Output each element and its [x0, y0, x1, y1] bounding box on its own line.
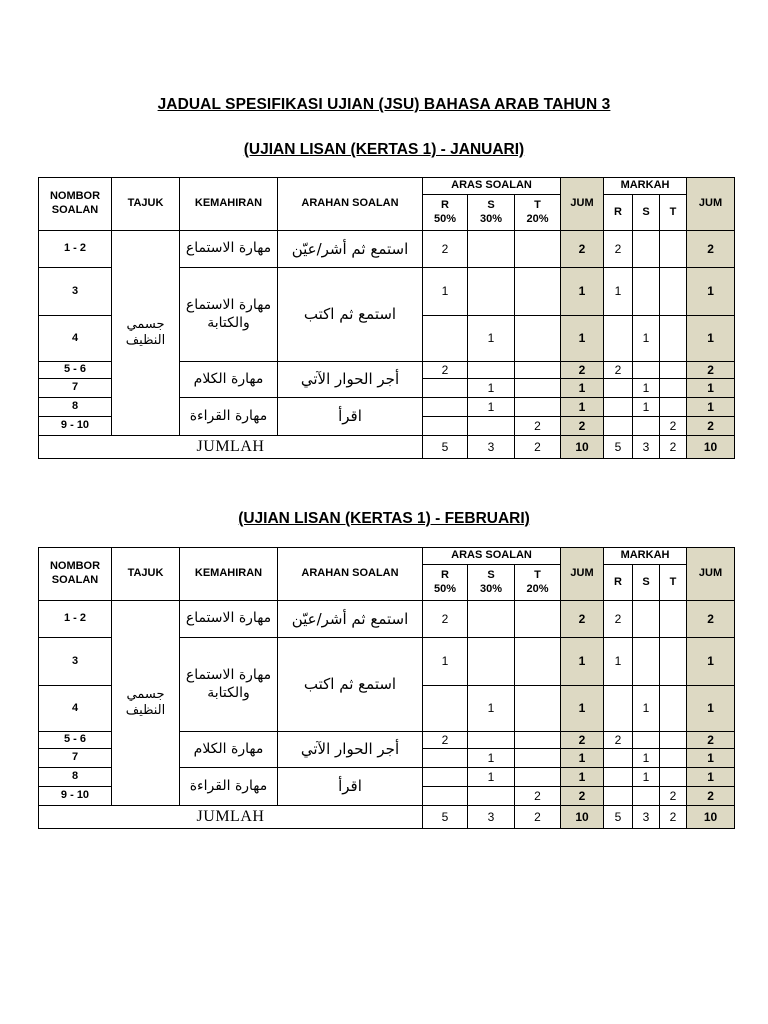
skill-cell: مهارة الاستماع	[180, 601, 278, 638]
markah-jum-value: 1	[687, 686, 735, 732]
markah-s-value	[633, 732, 660, 749]
markah-jum-value: 1	[687, 268, 735, 316]
markah-r-value	[604, 686, 633, 732]
aras-s-value	[468, 268, 515, 316]
aras-s-value	[468, 732, 515, 749]
total-t: 2	[515, 436, 561, 459]
instruction-cell: استمع ثم أشر/عيّن	[278, 601, 423, 638]
markah-s-value	[633, 362, 660, 379]
aras-s-value	[468, 638, 515, 686]
markah-s-value: 1	[633, 749, 660, 768]
aras-r-value	[423, 749, 468, 768]
aras-s-value: 1	[468, 398, 515, 417]
skill-cell: مهارة الاستماع	[180, 231, 278, 268]
aras-t-value	[515, 732, 561, 749]
question-number: 4	[39, 686, 112, 732]
aras-r-value: 2	[423, 732, 468, 749]
header-markah: MARKAH	[604, 178, 687, 195]
document-title: JADUAL SPESIFIKASI UJIAN (JSU) BAHASA ARAB TAHUN 3	[157, 96, 611, 113]
skill-cell: مهارة الاستماع والكتابة	[180, 268, 278, 362]
markah-s-value: 1	[633, 398, 660, 417]
total-s: 3	[468, 436, 515, 459]
aras-t-value	[515, 638, 561, 686]
aras-jum-value: 1	[561, 316, 604, 362]
markah-jum-value: 1	[687, 768, 735, 787]
markah-jum-value: 2	[687, 362, 735, 379]
aras-t-value: 2	[515, 787, 561, 806]
header-markah-jum: JUM	[687, 548, 735, 601]
markah-s-value: 1	[633, 768, 660, 787]
aras-r-value: 1	[423, 268, 468, 316]
markah-jum-value: 2	[687, 732, 735, 749]
total-t: 2	[515, 806, 561, 829]
header-aras-t: T 20%	[515, 195, 561, 231]
total-markah-jum: 10	[687, 806, 735, 829]
question-number: 7	[39, 749, 112, 768]
markah-t-value: 2	[660, 417, 687, 436]
header-markah-jum: JUM	[687, 178, 735, 231]
markah-r-value: 1	[604, 268, 633, 316]
question-number: 7	[39, 379, 112, 398]
totals-row	[39, 436, 735, 459]
question-number: 5 - 6	[39, 362, 112, 379]
markah-r-value	[604, 768, 633, 787]
question-number: 8	[39, 768, 112, 787]
aras-s-value: 1	[468, 749, 515, 768]
aras-r-value: 2	[423, 231, 468, 268]
total-s: 3	[468, 806, 515, 829]
question-number: 8	[39, 398, 112, 417]
skill-cell: مهارة القراءة	[180, 398, 278, 436]
header-aras-s: S 30%	[468, 195, 515, 231]
markah-t-value: 2	[660, 787, 687, 806]
aras-jum-value: 2	[561, 732, 604, 749]
instruction-cell: استمع ثم اكتب	[278, 268, 423, 362]
question-number: 3	[39, 638, 112, 686]
instruction-cell: أجر الحوار الآتي	[278, 732, 423, 768]
section-title-februari: (UJIAN LISAN (KERTAS 1) - FEBRUARI)	[238, 510, 530, 527]
skill-cell: مهارة الاستماع والكتابة	[180, 638, 278, 732]
total-jum: 10	[561, 806, 604, 829]
jsu-table	[38, 177, 735, 459]
skill-cell: مهارة القراءة	[180, 768, 278, 806]
header-jum: JUM	[561, 548, 604, 601]
markah-t-value	[660, 268, 687, 316]
markah-jum-value: 1	[687, 316, 735, 362]
markah-t-value	[660, 686, 687, 732]
table-row	[39, 601, 735, 638]
tajuk-cell: جسمي النظيف	[112, 601, 180, 806]
header-nombor-soalan: NOMBOR SOALAN	[39, 178, 112, 231]
question-number: 1 - 2	[39, 231, 112, 268]
aras-r-value	[423, 686, 468, 732]
markah-jum-value: 2	[687, 231, 735, 268]
markah-s-value	[633, 601, 660, 638]
markah-t-value	[660, 732, 687, 749]
markah-t-value	[660, 231, 687, 268]
markah-t-value	[660, 379, 687, 398]
header-tajuk: TAJUK	[112, 548, 180, 601]
markah-s-value	[633, 231, 660, 268]
markah-jum-value: 2	[687, 417, 735, 436]
aras-s-value	[468, 362, 515, 379]
header-jum: JUM	[561, 178, 604, 231]
aras-t-value	[515, 268, 561, 316]
jumlah-label: JUMLAH	[39, 436, 423, 459]
totals-row	[39, 806, 735, 829]
aras-r-value	[423, 768, 468, 787]
aras-r-value: 2	[423, 601, 468, 638]
total-markah-r: 5	[604, 436, 633, 459]
question-number: 1 - 2	[39, 601, 112, 638]
markah-t-value	[660, 638, 687, 686]
aras-t-value	[515, 601, 561, 638]
total-jum: 10	[561, 436, 604, 459]
aras-s-value: 1	[468, 768, 515, 787]
tajuk-cell: جسمي النظيف	[112, 231, 180, 436]
header-aras-soalan: ARAS SOALAN	[423, 548, 561, 565]
instruction-cell: اقرأ	[278, 768, 423, 806]
header-aras-r: R 50%	[423, 195, 468, 231]
markah-s-value	[633, 417, 660, 436]
aras-jum-value: 2	[561, 787, 604, 806]
instruction-cell: اقرأ	[278, 398, 423, 436]
total-r: 5	[423, 806, 468, 829]
markah-jum-value: 2	[687, 601, 735, 638]
markah-r-value	[604, 787, 633, 806]
markah-s-value: 1	[633, 316, 660, 362]
aras-jum-value: 1	[561, 686, 604, 732]
markah-t-value	[660, 601, 687, 638]
markah-r-value	[604, 749, 633, 768]
question-number: 4	[39, 316, 112, 362]
aras-t-value	[515, 379, 561, 398]
aras-t-value	[515, 362, 561, 379]
markah-s-value	[633, 638, 660, 686]
aras-r-value	[423, 398, 468, 417]
aras-s-value: 1	[468, 316, 515, 362]
header-markah-t: T	[660, 565, 687, 601]
aras-jum-value: 1	[561, 749, 604, 768]
markah-s-value: 1	[633, 379, 660, 398]
aras-jum-value: 2	[561, 231, 604, 268]
aras-t-value	[515, 749, 561, 768]
markah-jum-value: 1	[687, 749, 735, 768]
header-markah-s: S	[633, 565, 660, 601]
section-title-januari: (UJIAN LISAN (KERTAS 1) - JANUARI)	[243, 141, 525, 158]
question-number: 9 - 10	[39, 417, 112, 436]
aras-t-value	[515, 231, 561, 268]
aras-r-value	[423, 316, 468, 362]
header-arahan-soalan: ARAHAN SOALAN	[278, 178, 423, 231]
markah-t-value	[660, 749, 687, 768]
aras-t-value	[515, 316, 561, 362]
markah-t-value	[660, 362, 687, 379]
aras-s-value	[468, 601, 515, 638]
aras-r-value: 2	[423, 362, 468, 379]
jumlah-label: JUMLAH	[39, 806, 423, 829]
header-aras-soalan: ARAS SOALAN	[423, 178, 561, 195]
aras-jum-value: 1	[561, 398, 604, 417]
header-arahan-soalan: ARAHAN SOALAN	[278, 548, 423, 601]
header-aras-s: S 30%	[468, 565, 515, 601]
aras-s-value: 1	[468, 379, 515, 398]
aras-s-value: 1	[468, 686, 515, 732]
instruction-cell: استمع ثم أشر/عيّن	[278, 231, 423, 268]
header-aras-t: T 20%	[515, 565, 561, 601]
header-kemahiran: KEMAHIRAN	[180, 548, 278, 601]
aras-jum-value: 1	[561, 268, 604, 316]
header-kemahiran: KEMAHIRAN	[180, 178, 278, 231]
instruction-cell: استمع ثم اكتب	[278, 638, 423, 732]
skill-cell: مهارة الكلام	[180, 732, 278, 768]
aras-r-value	[423, 379, 468, 398]
skill-cell: مهارة الكلام	[180, 362, 278, 398]
header-aras-r: R 50%	[423, 565, 468, 601]
markah-t-value	[660, 398, 687, 417]
markah-jum-value: 1	[687, 638, 735, 686]
aras-jum-value: 2	[561, 601, 604, 638]
total-markah-s: 3	[633, 436, 660, 459]
aras-jum-value: 2	[561, 417, 604, 436]
markah-s-value: 1	[633, 686, 660, 732]
question-number: 5 - 6	[39, 732, 112, 749]
aras-jum-value: 1	[561, 379, 604, 398]
header-nombor-soalan: NOMBOR SOALAN	[39, 548, 112, 601]
total-r: 5	[423, 436, 468, 459]
total-markah-s: 3	[633, 806, 660, 829]
total-markah-r: 5	[604, 806, 633, 829]
markah-t-value	[660, 316, 687, 362]
total-markah-t: 2	[660, 436, 687, 459]
markah-s-value	[633, 787, 660, 806]
jsu-table	[38, 547, 735, 829]
aras-t-value: 2	[515, 417, 561, 436]
header-markah: MARKAH	[604, 548, 687, 565]
header-markah-t: T	[660, 195, 687, 231]
aras-s-value	[468, 787, 515, 806]
question-number: 3	[39, 268, 112, 316]
table-row	[39, 231, 735, 268]
header-tajuk: TAJUK	[112, 178, 180, 231]
markah-r-value	[604, 316, 633, 362]
markah-jum-value: 1	[687, 398, 735, 417]
markah-r-value: 2	[604, 362, 633, 379]
aras-jum-value: 2	[561, 362, 604, 379]
aras-s-value	[468, 417, 515, 436]
header-markah-r: R	[604, 565, 633, 601]
question-number: 9 - 10	[39, 787, 112, 806]
aras-t-value	[515, 686, 561, 732]
aras-jum-value: 1	[561, 638, 604, 686]
aras-r-value	[423, 787, 468, 806]
total-markah-jum: 10	[687, 436, 735, 459]
aras-r-value	[423, 417, 468, 436]
markah-t-value	[660, 768, 687, 787]
markah-r-value	[604, 379, 633, 398]
markah-r-value: 1	[604, 638, 633, 686]
header-markah-s: S	[633, 195, 660, 231]
markah-r-value: 2	[604, 732, 633, 749]
instruction-cell: أجر الحوار الآتي	[278, 362, 423, 398]
markah-jum-value: 1	[687, 379, 735, 398]
header-markah-r: R	[604, 195, 633, 231]
markah-r-value	[604, 398, 633, 417]
total-markah-t: 2	[660, 806, 687, 829]
aras-r-value: 1	[423, 638, 468, 686]
aras-t-value	[515, 768, 561, 787]
markah-r-value: 2	[604, 601, 633, 638]
markah-r-value	[604, 417, 633, 436]
markah-jum-value: 2	[687, 787, 735, 806]
aras-jum-value: 1	[561, 768, 604, 787]
markah-r-value: 2	[604, 231, 633, 268]
aras-s-value	[468, 231, 515, 268]
aras-t-value	[515, 398, 561, 417]
markah-s-value	[633, 268, 660, 316]
